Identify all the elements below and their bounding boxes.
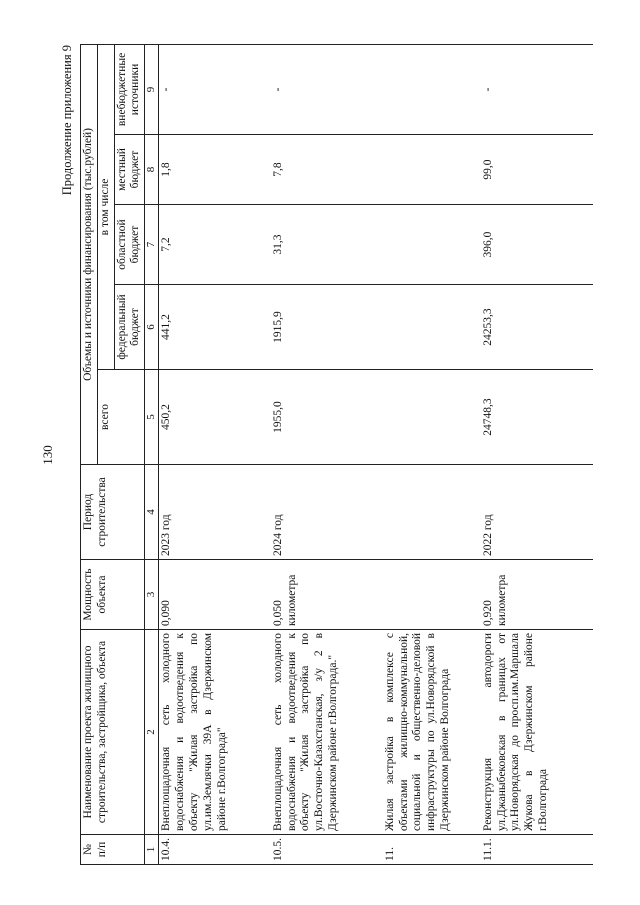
header-num: № п/п bbox=[81, 835, 145, 865]
table-row bbox=[383, 44, 481, 864]
column-number: 2 bbox=[145, 630, 159, 835]
row-total: 24748,3 bbox=[481, 370, 593, 465]
row-period bbox=[383, 465, 481, 560]
row-local: 99,0 bbox=[481, 135, 593, 205]
column-number: 4 bbox=[145, 465, 159, 560]
column-number: 3 bbox=[145, 560, 159, 630]
row-local bbox=[383, 135, 481, 205]
row-period: 2024 год bbox=[271, 465, 383, 560]
row-regional bbox=[383, 205, 481, 285]
row-offbudget: - bbox=[481, 44, 593, 134]
column-number: 6 bbox=[145, 285, 159, 370]
table-row bbox=[481, 44, 593, 864]
column-number: 7 bbox=[145, 205, 159, 285]
row-federal: 24253,3 bbox=[481, 285, 593, 370]
page-number: 130 bbox=[40, 445, 55, 465]
column-number: 5 bbox=[145, 370, 159, 465]
row-total: 450,2 bbox=[159, 370, 271, 465]
header-capacity: Мощность объекта bbox=[81, 560, 145, 630]
row-period: 2022 год bbox=[481, 465, 593, 560]
rotated-page bbox=[40, 45, 640, 865]
row-num: 10.4. bbox=[159, 835, 271, 865]
row-capacity: 0,090 bbox=[159, 560, 271, 630]
table-row bbox=[159, 44, 271, 864]
row-name: Реконструкция автодороги ул.Джаныбековская в границах от ул.Новорядская до просп.им.Маршала Жукова в Дзержинском районе г.Волгограда bbox=[481, 630, 593, 835]
row-regional: 7,2 bbox=[159, 205, 271, 285]
row-regional: 31,3 bbox=[271, 205, 383, 285]
continuation-label: Продолжение приложения 9 bbox=[60, 45, 74, 196]
row-federal: 1915,9 bbox=[271, 285, 383, 370]
financing-table bbox=[80, 44, 593, 865]
header-federal: федеральный бюджет bbox=[114, 285, 145, 370]
header-local: местный бюджет bbox=[114, 135, 145, 205]
row-federal: 441,2 bbox=[159, 285, 271, 370]
header-regional: областной бюджет bbox=[114, 205, 145, 285]
column-number: 8 bbox=[145, 135, 159, 205]
row-offbudget: - bbox=[159, 44, 271, 134]
header-period: Период строительства bbox=[81, 465, 145, 560]
header-volumes: Объемы и источники финансирования (тыс.рублей) bbox=[81, 44, 98, 464]
header-offbudget: внебюджетные источники bbox=[114, 44, 145, 134]
row-offbudget bbox=[383, 44, 481, 134]
row-name: Внеплощадочная сеть холодного водоснабжения и водоотведения к объекту "Жилая застройка по ул.им.Землячки 39А в Дзержинском районе г.Волгограда" bbox=[159, 630, 271, 835]
row-federal bbox=[383, 285, 481, 370]
row-local: 1,8 bbox=[159, 135, 271, 205]
header-name: Наименование проекта жилищного строительства, застройщика, объекта bbox=[81, 630, 145, 835]
row-offbudget: - bbox=[271, 44, 383, 134]
row-regional: 396,0 bbox=[481, 205, 593, 285]
column-number: 1 bbox=[145, 835, 159, 865]
row-num: 11. bbox=[383, 835, 481, 865]
row-total: 1955,0 bbox=[271, 370, 383, 465]
row-capacity: 0,920 километра bbox=[481, 560, 593, 630]
column-number: 9 bbox=[145, 44, 159, 134]
header-including: в том числе bbox=[97, 44, 114, 369]
row-name: Жилая застройка в комплексе с объектами жилищно-коммунальной, социальной и общественно-деловой инфраструктуры по ул.Новорядской в Дзержинском районе Волгограда bbox=[383, 630, 481, 835]
row-name: Внеплощадочная сеть холодного водоснабжения и водоотведения к объекту "Жилая застройка по ул.Восточно-Казахстанская, з/у 2 в Дзержинском районе г.Волгограда." bbox=[271, 630, 383, 835]
table-row bbox=[271, 44, 383, 864]
row-num: 11.1. bbox=[481, 835, 593, 865]
row-period: 2023 год bbox=[159, 465, 271, 560]
header-total: всего bbox=[97, 370, 144, 465]
row-total bbox=[383, 370, 481, 465]
row-local: 7,8 bbox=[271, 135, 383, 205]
row-num: 10.5. bbox=[271, 835, 383, 865]
row-capacity bbox=[383, 560, 481, 630]
row-capacity: 0,050 километра bbox=[271, 560, 383, 630]
